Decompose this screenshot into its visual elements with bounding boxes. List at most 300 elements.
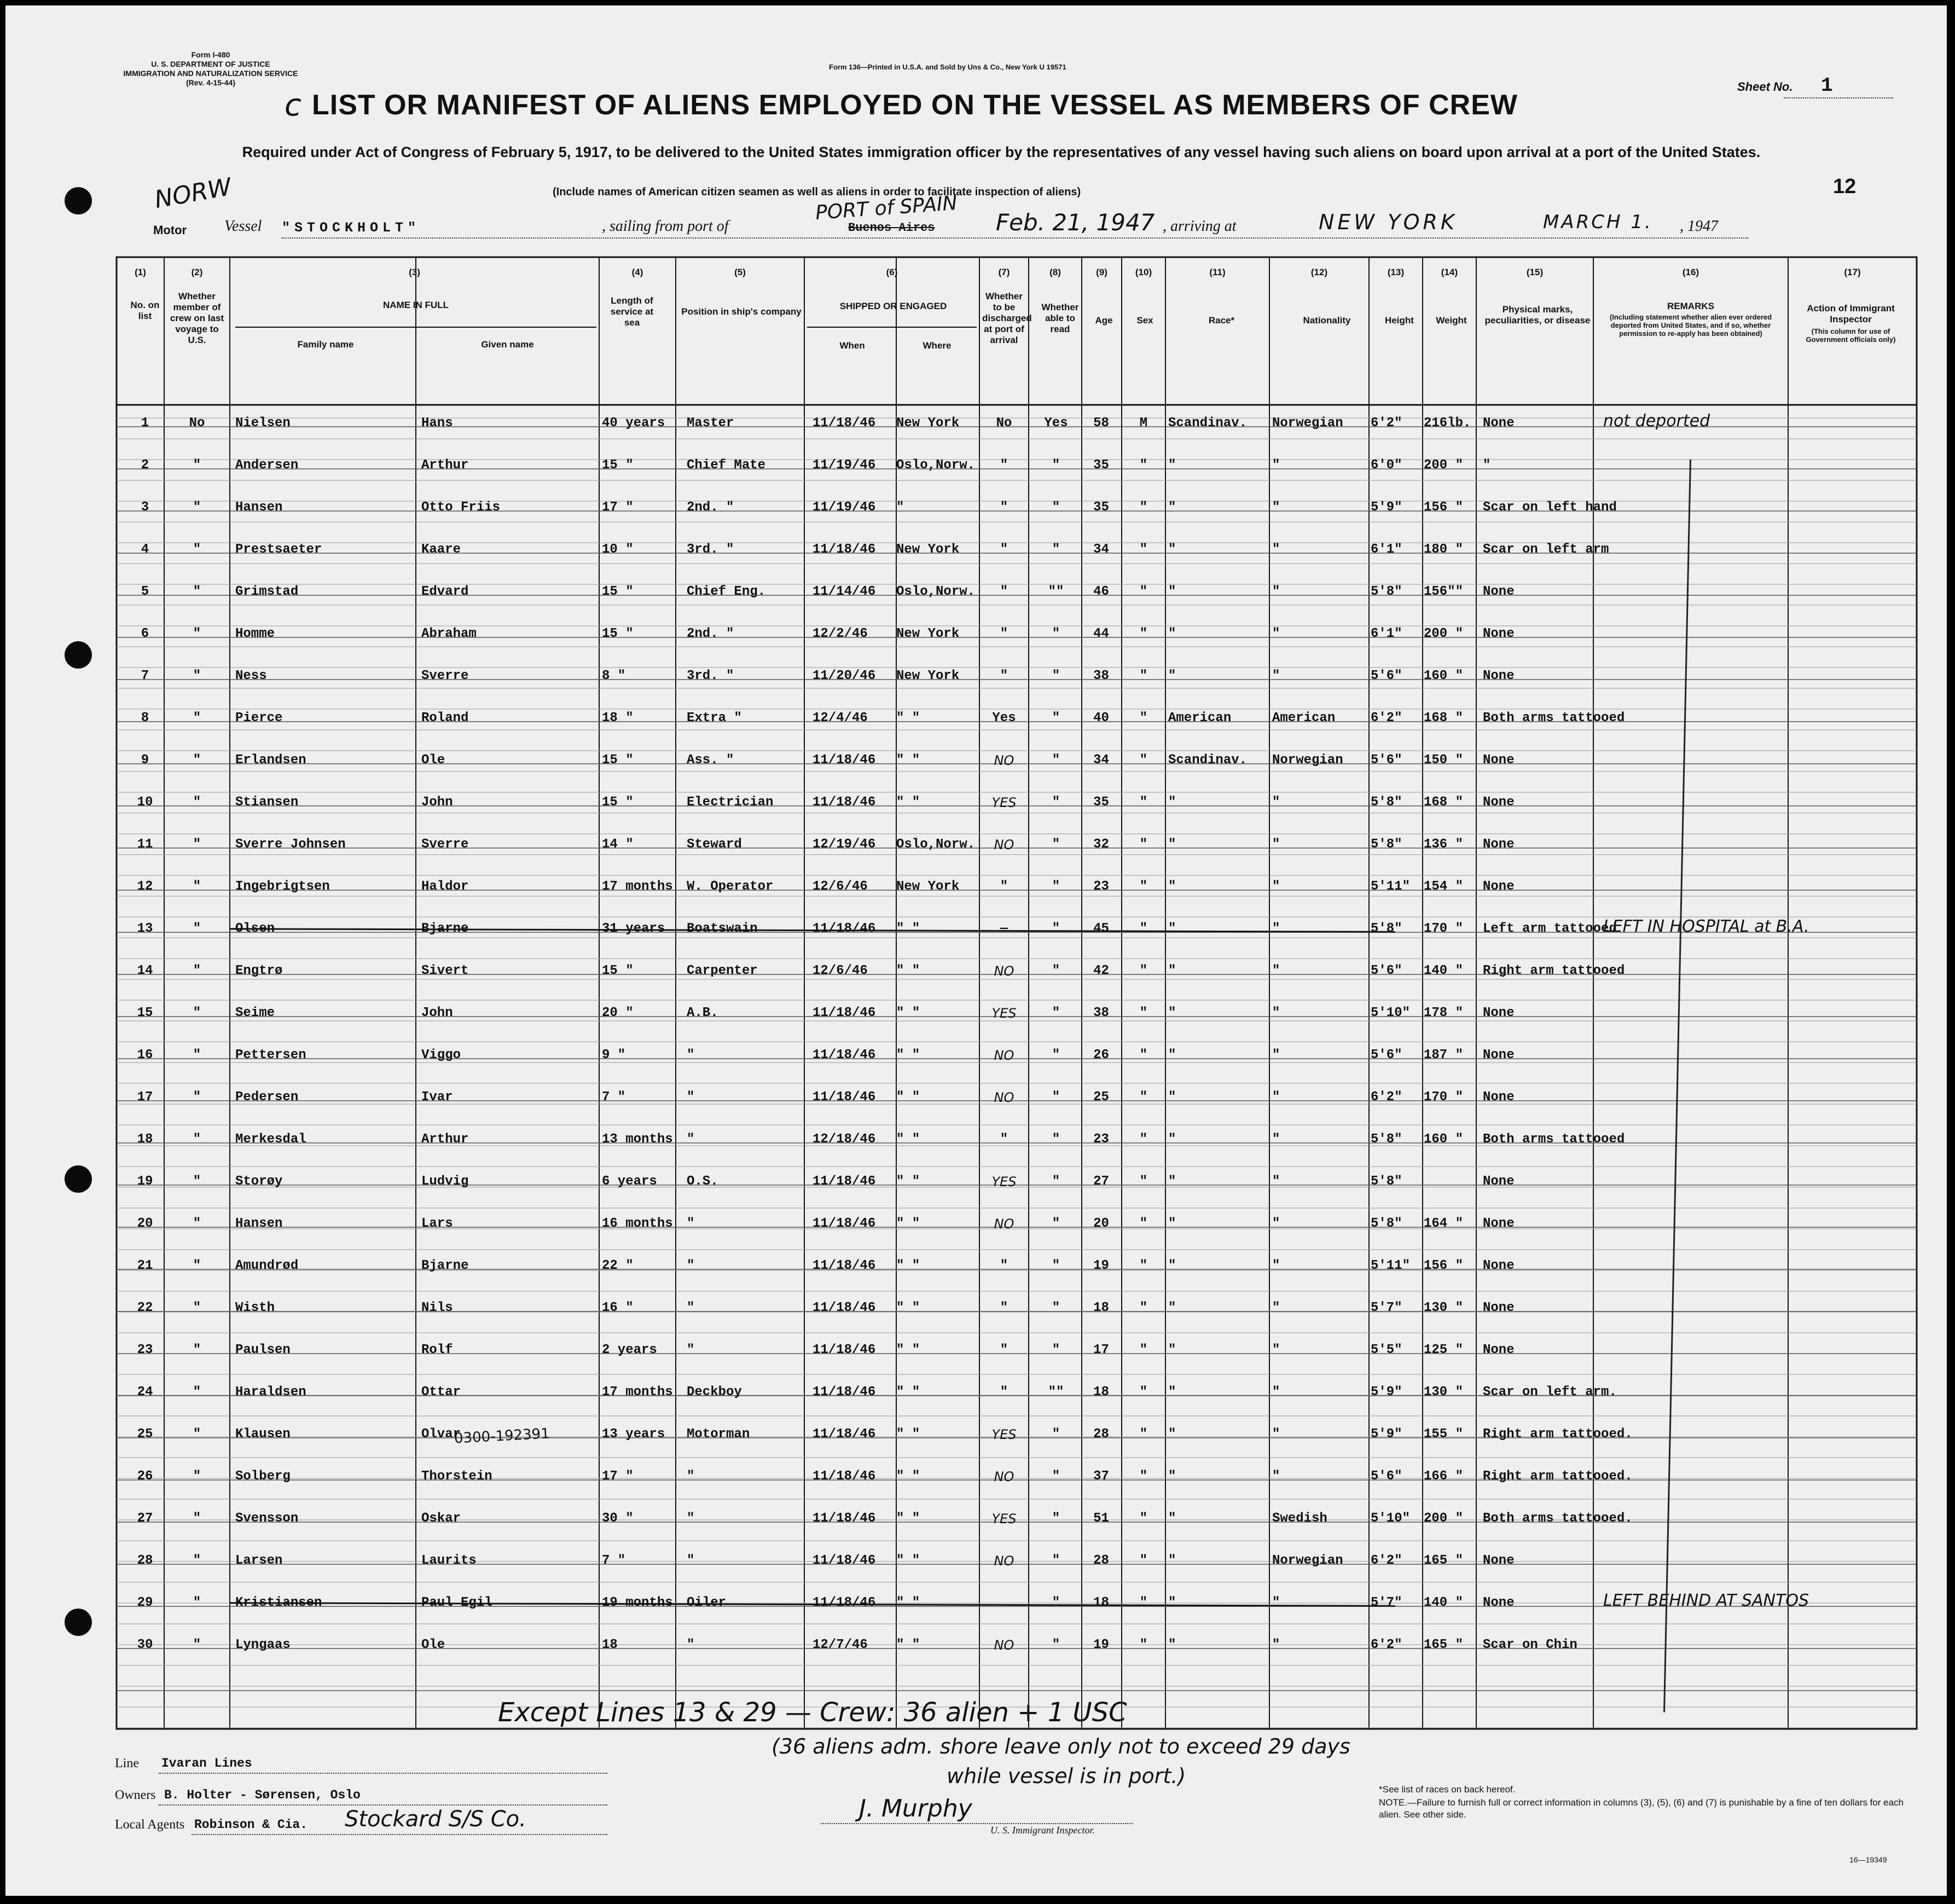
able-to-read: "" [1048,1385,1064,1400]
height: 5'6" [1371,669,1402,683]
height: 5'7" [1371,1595,1402,1610]
column-number: (1) [135,267,146,277]
physical-marks: None [1483,1090,1515,1105]
able-to-read: " [1052,753,1060,768]
discharged: " [1000,626,1008,641]
shipped-where: " " [896,1511,920,1526]
row-number: 3 [141,500,149,515]
position: Electrician [687,795,774,810]
able-to-read: " [1052,1511,1060,1526]
footer-underline-1 [159,1773,607,1774]
footer-underline-3 [192,1834,607,1835]
age: 35 [1093,458,1109,473]
required-statement: Required under Act of Congress of February 5, 1917, to be delivered to the United States immigration officer by the representatives of any vessel having such aliens on board upon arrival at a port of the United States. [242,144,1761,160]
nationality: " [1272,1595,1280,1610]
shipped-when: 11/18/46 [813,1301,876,1315]
last-voyage: " [193,1132,201,1147]
discharged: " [1000,458,1008,473]
sex: " [1139,1427,1148,1442]
last-voyage: " [193,584,201,599]
discharged: " [1000,879,1008,894]
position: " [687,1638,695,1652]
discharged: NO [994,1216,1014,1232]
discharged: NO [994,1090,1014,1105]
row-number: 22 [137,1301,153,1315]
sex: " [1139,1343,1148,1357]
position: " [687,1132,695,1147]
sex: " [1139,1174,1148,1189]
last-voyage: " [193,626,201,641]
able-to-read: " [1052,500,1060,515]
physical-marks: Both arms tattooed [1483,1132,1625,1147]
shipped-when: 11/18/46 [813,1006,876,1020]
height: 6'1" [1371,542,1402,557]
able-to-read: " [1052,837,1060,852]
shipped-when: 12/18/46 [813,1132,876,1147]
arriving-label: , arriving at [1163,218,1237,235]
sex: " [1139,753,1148,768]
family-name: Ingebrigtsen [235,879,330,894]
nationality: " [1272,500,1280,515]
able-to-read: " [1052,1048,1060,1063]
age: 26 [1093,1048,1109,1063]
shipped-when: 11/18/46 [813,1469,876,1484]
shipped-where: Oslo,Norw. [896,458,976,473]
revision: (Rev. 4-15-44) [185,78,235,87]
race: " [1168,1258,1176,1273]
able-to-read: " [1052,711,1060,725]
row-number: 19 [137,1174,153,1189]
col-9-header: Age [1095,315,1113,326]
position: A.B. [687,1006,718,1020]
last-voyage: " [193,1301,201,1315]
printer-line: Form 136—Printed in U.S.A. and Sold by Uns & Co., New York U 19571 [829,63,1066,71]
family-name: Pettersen [235,1048,306,1063]
height: 5'11" [1371,1258,1411,1273]
col-16-header: REMARKS [1667,301,1714,311]
age: 19 [1093,1638,1109,1652]
nationality: " [1272,921,1280,936]
sex: " [1139,626,1148,641]
position: Chief Eng. [687,584,766,599]
age: 35 [1093,795,1109,810]
given-name: Haldor [421,879,469,894]
last-voyage: " [193,458,201,473]
last-voyage: " [193,753,201,768]
manifest-sheet [5,5,1947,1896]
height: 5'8" [1371,1132,1402,1147]
family-name: Hansen [235,1216,283,1231]
given-name: Ole [421,1638,445,1652]
able-to-read: Yes [1044,416,1068,431]
able-to-read: " [1052,879,1060,894]
height: 5'8" [1371,921,1402,936]
footer-underline-2 [159,1804,607,1806]
nationality: Norwegian [1272,416,1343,431]
height: 5'9" [1371,500,1402,515]
race: " [1168,795,1176,810]
length-of-service: 17 months [602,879,673,894]
family-name: Seime [235,1006,275,1020]
row-number: 4 [141,542,149,557]
shipped-when: 12/6/46 [813,963,868,978]
signature-underline [821,1823,1133,1824]
race: " [1168,626,1176,641]
length-of-service: 17 " [602,500,634,515]
weight: 156 " [1424,500,1464,515]
age: 51 [1093,1511,1109,1526]
position: Steward [687,837,742,852]
height: 5'6" [1371,963,1402,978]
sex: " [1139,1553,1148,1568]
family-name: Hansen [235,500,283,515]
family-name: Lyngaas [235,1638,291,1652]
physical-marks: Right arm tattooed [1483,963,1625,978]
position: Extra " [687,711,742,725]
shipped-where: New York [896,879,960,894]
length-of-service: 7 " [602,1090,626,1105]
last-voyage: " [193,669,201,683]
col-17-header: Action of Immigrant Inspector [1807,303,1895,324]
last-voyage: " [193,542,201,557]
length-of-service: 40 years [602,416,665,431]
weight: 187 " [1424,1048,1464,1063]
length-of-service: 14 " [602,837,634,852]
length-of-service: 10 " [602,542,634,557]
column-number: (2) [191,267,203,277]
shipped-when: 11/19/46 [813,500,876,515]
nationality: " [1272,963,1280,978]
physical-marks: Left arm tattooed [1483,921,1617,936]
last-voyage: " [193,1048,201,1063]
position: 3rd. " [687,542,734,557]
physical-marks: Scar on left arm. [1483,1385,1617,1400]
discharged: " [1000,1343,1008,1357]
position: " [687,1511,695,1526]
given-name: Lars [421,1216,453,1231]
race: " [1168,1553,1176,1568]
family-name: Haraldsen [235,1385,306,1400]
given-name: Paul Egil [421,1595,492,1610]
weight: 165 " [1424,1553,1464,1568]
age: 32 [1093,837,1109,852]
last-voyage: " [193,921,201,936]
weight: 216lb. [1424,416,1471,431]
last-voyage: " [193,1595,201,1610]
position: " [687,1343,695,1357]
last-voyage: " [193,795,201,810]
family-name: Storøy [235,1174,283,1189]
shipped-where: " " [896,1469,920,1484]
family-name: Merkesdal [235,1132,306,1147]
race: " [1168,1595,1176,1610]
age: 25 [1093,1090,1109,1105]
height: 5'10" [1371,1006,1411,1020]
shipped-where: " [896,500,904,515]
height: 5'8" [1371,584,1402,599]
height: 6'2" [1371,711,1402,725]
column-number: (15) [1526,267,1544,277]
shipped-where: New York [896,626,960,641]
position: 2nd. " [687,626,734,641]
last-voyage: " [193,879,201,894]
length-of-service: 15 " [602,458,634,473]
col-3a-header: Family name [297,339,354,350]
last-voyage: No [189,416,205,431]
sex: " [1139,921,1148,936]
shipped-when: 11/18/46 [813,1090,876,1105]
shipped-when: 12/7/46 [813,1638,868,1652]
physical-marks: None [1483,795,1515,810]
race: " [1168,542,1176,557]
physical-marks: None [1483,1595,1515,1610]
race: Scandinav. [1168,416,1248,431]
physical-marks: None [1483,1216,1515,1231]
given-name: Viggo [421,1048,461,1063]
able-to-read: " [1052,1301,1060,1315]
shipped-where: " " [896,1216,920,1231]
able-to-read: " [1052,1469,1060,1484]
discharged: YES [991,1174,1017,1189]
race: " [1168,1385,1176,1400]
col-3-header: NAME IN FULL [383,300,449,310]
shipped-when: 12/4/46 [813,711,868,725]
sex: M [1139,416,1148,431]
arrival-port: NEW YORK [1319,210,1458,234]
discharged: No [996,416,1012,431]
position: Motorman [687,1427,750,1442]
nationality: Norwegian [1272,1553,1343,1568]
physical-marks: None [1483,416,1515,431]
family-name: Pedersen [235,1090,299,1105]
shipped-where: " " [896,753,920,768]
age: 27 [1093,1174,1109,1189]
sex: " [1139,1469,1148,1484]
race: " [1168,500,1176,515]
last-voyage: " [193,1553,201,1568]
given-name: Edvard [421,584,469,599]
nationality: " [1272,1343,1280,1357]
given-name: Roland [421,711,469,725]
owners-label: Owners [115,1788,156,1802]
column-number: (4) [631,267,643,277]
physical-marks: None [1483,753,1515,768]
weight: 130 " [1424,1385,1464,1400]
length-of-service: 15 " [602,626,634,641]
shipped-where: " " [896,921,920,936]
col-6-header: SHIPPED OR ENGAGED [839,301,947,311]
family-name: Andersen [235,458,299,473]
race: " [1168,837,1176,852]
physical-marks: None [1483,1048,1515,1063]
discharged: NO [994,1638,1014,1653]
last-voyage: " [193,1216,201,1231]
length-of-service: 8 " [602,669,626,683]
last-voyage: " [193,500,201,515]
age: 19 [1093,1258,1109,1273]
length-of-service: 2 years [602,1343,657,1357]
family-name: Kristiansen [235,1595,322,1610]
col-11-header: Race* [1208,315,1235,326]
family-name: Svensson [235,1511,299,1526]
fine-note: NOTE.—Failure to furnish full or correct information in columns (3), (5), (6) and (7) is punishable by a fine of ten dollars for each alien. See other side. [1379,1797,1904,1820]
given-name: Ludvig [421,1174,469,1189]
age: 40 [1093,711,1109,725]
given-name: Arthur [421,1132,469,1147]
last-voyage: " [193,1343,201,1357]
discharged: — [1000,921,1008,936]
column-number: (8) [1049,267,1061,277]
sex: " [1139,711,1148,725]
col-5-header: Position in ship's company [681,306,802,317]
age: 28 [1093,1427,1109,1442]
last-voyage: " [193,1511,201,1526]
shipped-where: Oslo,Norw. [896,584,976,599]
nationality: " [1272,1638,1280,1652]
physical-marks: None [1483,626,1515,641]
height: 5'5" [1371,1343,1402,1357]
height: 5'10" [1371,1511,1411,1526]
age: 23 [1093,879,1109,894]
check-mark: c [285,88,301,123]
length-of-service: 19 months [602,1595,673,1610]
physical-marks: Scar on Chin [1483,1638,1577,1652]
weight: 130 " [1424,1301,1464,1315]
length-of-service: 15 " [602,795,634,810]
discharged: YES [991,1006,1017,1021]
given-name: Abraham [421,626,477,641]
nationality: " [1272,1385,1280,1400]
vessel-type: Motor [153,223,187,237]
height: 5'8" [1371,1174,1402,1189]
race: " [1168,1469,1176,1484]
able-to-read: " [1052,669,1060,683]
height: 5'11" [1371,879,1411,894]
nationality: " [1272,669,1280,683]
physical-marks: None [1483,837,1515,852]
discharged: " [1000,669,1008,683]
shipped-where: " " [896,1090,920,1105]
length-of-service: 20 " [602,1006,634,1020]
race: " [1168,1216,1176,1231]
height: 5'7" [1371,1301,1402,1315]
nationality: " [1272,1174,1280,1189]
sex: " [1139,1511,1148,1526]
arrival-date: MARCH 1. [1543,211,1653,233]
nationality: " [1272,837,1280,852]
race: " [1168,1174,1176,1189]
sex: " [1139,542,1148,557]
column-number: (12) [1310,267,1328,277]
sheet-label: Sheet No. [1737,80,1793,94]
age: 46 [1093,584,1109,599]
weight: 155 " [1424,1427,1464,1442]
weight: 200 " [1424,458,1464,473]
last-voyage: " [193,1006,201,1020]
height: 6'2" [1371,1090,1402,1105]
age: 38 [1093,669,1109,683]
physical-marks: None [1483,1006,1515,1020]
shipped-where: " " [896,1385,920,1400]
shipped-when: 11/18/46 [813,795,876,810]
discharged: YES [991,795,1017,810]
last-voyage: " [193,1638,201,1652]
row-number: 13 [137,921,153,936]
sex: " [1139,1301,1148,1315]
shipped-when: 11/18/46 [813,921,876,936]
shipped-where: " " [896,1132,920,1147]
sex: " [1139,669,1148,683]
col-6b-header: Where [923,340,952,351]
given-name: Ivar [421,1090,453,1105]
physical-marks: None [1483,879,1515,894]
given-name: Bjarne [421,921,469,936]
shipped-where: " " [896,1427,920,1442]
sex: " [1139,1006,1148,1020]
column-number: (16) [1682,267,1699,277]
age: 42 [1093,963,1109,978]
sex: " [1139,1132,1148,1147]
given-name: John [421,795,453,810]
shipped-where: " " [896,1174,920,1189]
row-number: 25 [137,1427,153,1442]
discharged: YES [991,1427,1017,1442]
able-to-read: " [1052,1174,1060,1189]
length-of-service: 31 years [602,921,665,936]
given-name: Sivert [421,963,469,978]
shipped-when: 11/20/46 [813,669,876,683]
able-to-read: " [1052,795,1060,810]
shipped-when: 11/18/46 [813,1385,876,1400]
race: " [1168,879,1176,894]
position: Oiler [687,1595,727,1610]
col-4-header: Length of service at sea [610,295,654,328]
summary-line-1: Except Lines 13 & 29 — Crew: 36 alien + 1 USC [498,1697,1127,1728]
position: W. Operator [687,879,774,894]
shipped-when: 11/18/46 [813,542,876,557]
length-of-service: 16 " [602,1301,634,1315]
age: 20 [1093,1216,1109,1231]
able-to-read: " [1052,1595,1060,1610]
length-of-service: 15 " [602,753,634,768]
row-number: 18 [137,1132,153,1147]
weight: 165 " [1424,1638,1464,1652]
last-voyage: " [193,1174,201,1189]
sex: " [1139,1216,1148,1231]
page-number: 12 [1833,175,1857,198]
position: " [687,1090,695,1105]
sex: " [1139,963,1148,978]
nationality: " [1272,1216,1280,1231]
race: " [1168,963,1176,978]
weight: 168 " [1424,711,1464,725]
length-of-service: 9 " [602,1048,626,1063]
given-name: Hans [421,416,453,431]
given-name: Olvar [421,1427,461,1442]
shipped-where: " " [896,963,920,978]
given-name: Oskar [421,1511,461,1526]
able-to-read: " [1052,921,1060,936]
column-number: (10) [1135,267,1152,277]
column-number: (9) [1096,267,1107,277]
age: 35 [1093,500,1109,515]
weight: 178 " [1424,1006,1464,1020]
sex: " [1139,795,1148,810]
column-number: (5) [734,267,746,277]
col-1-header: No. on list [130,300,160,321]
remarks: LEFT IN HOSPITAL at B.A. [1603,917,1809,936]
race: " [1168,1301,1176,1315]
